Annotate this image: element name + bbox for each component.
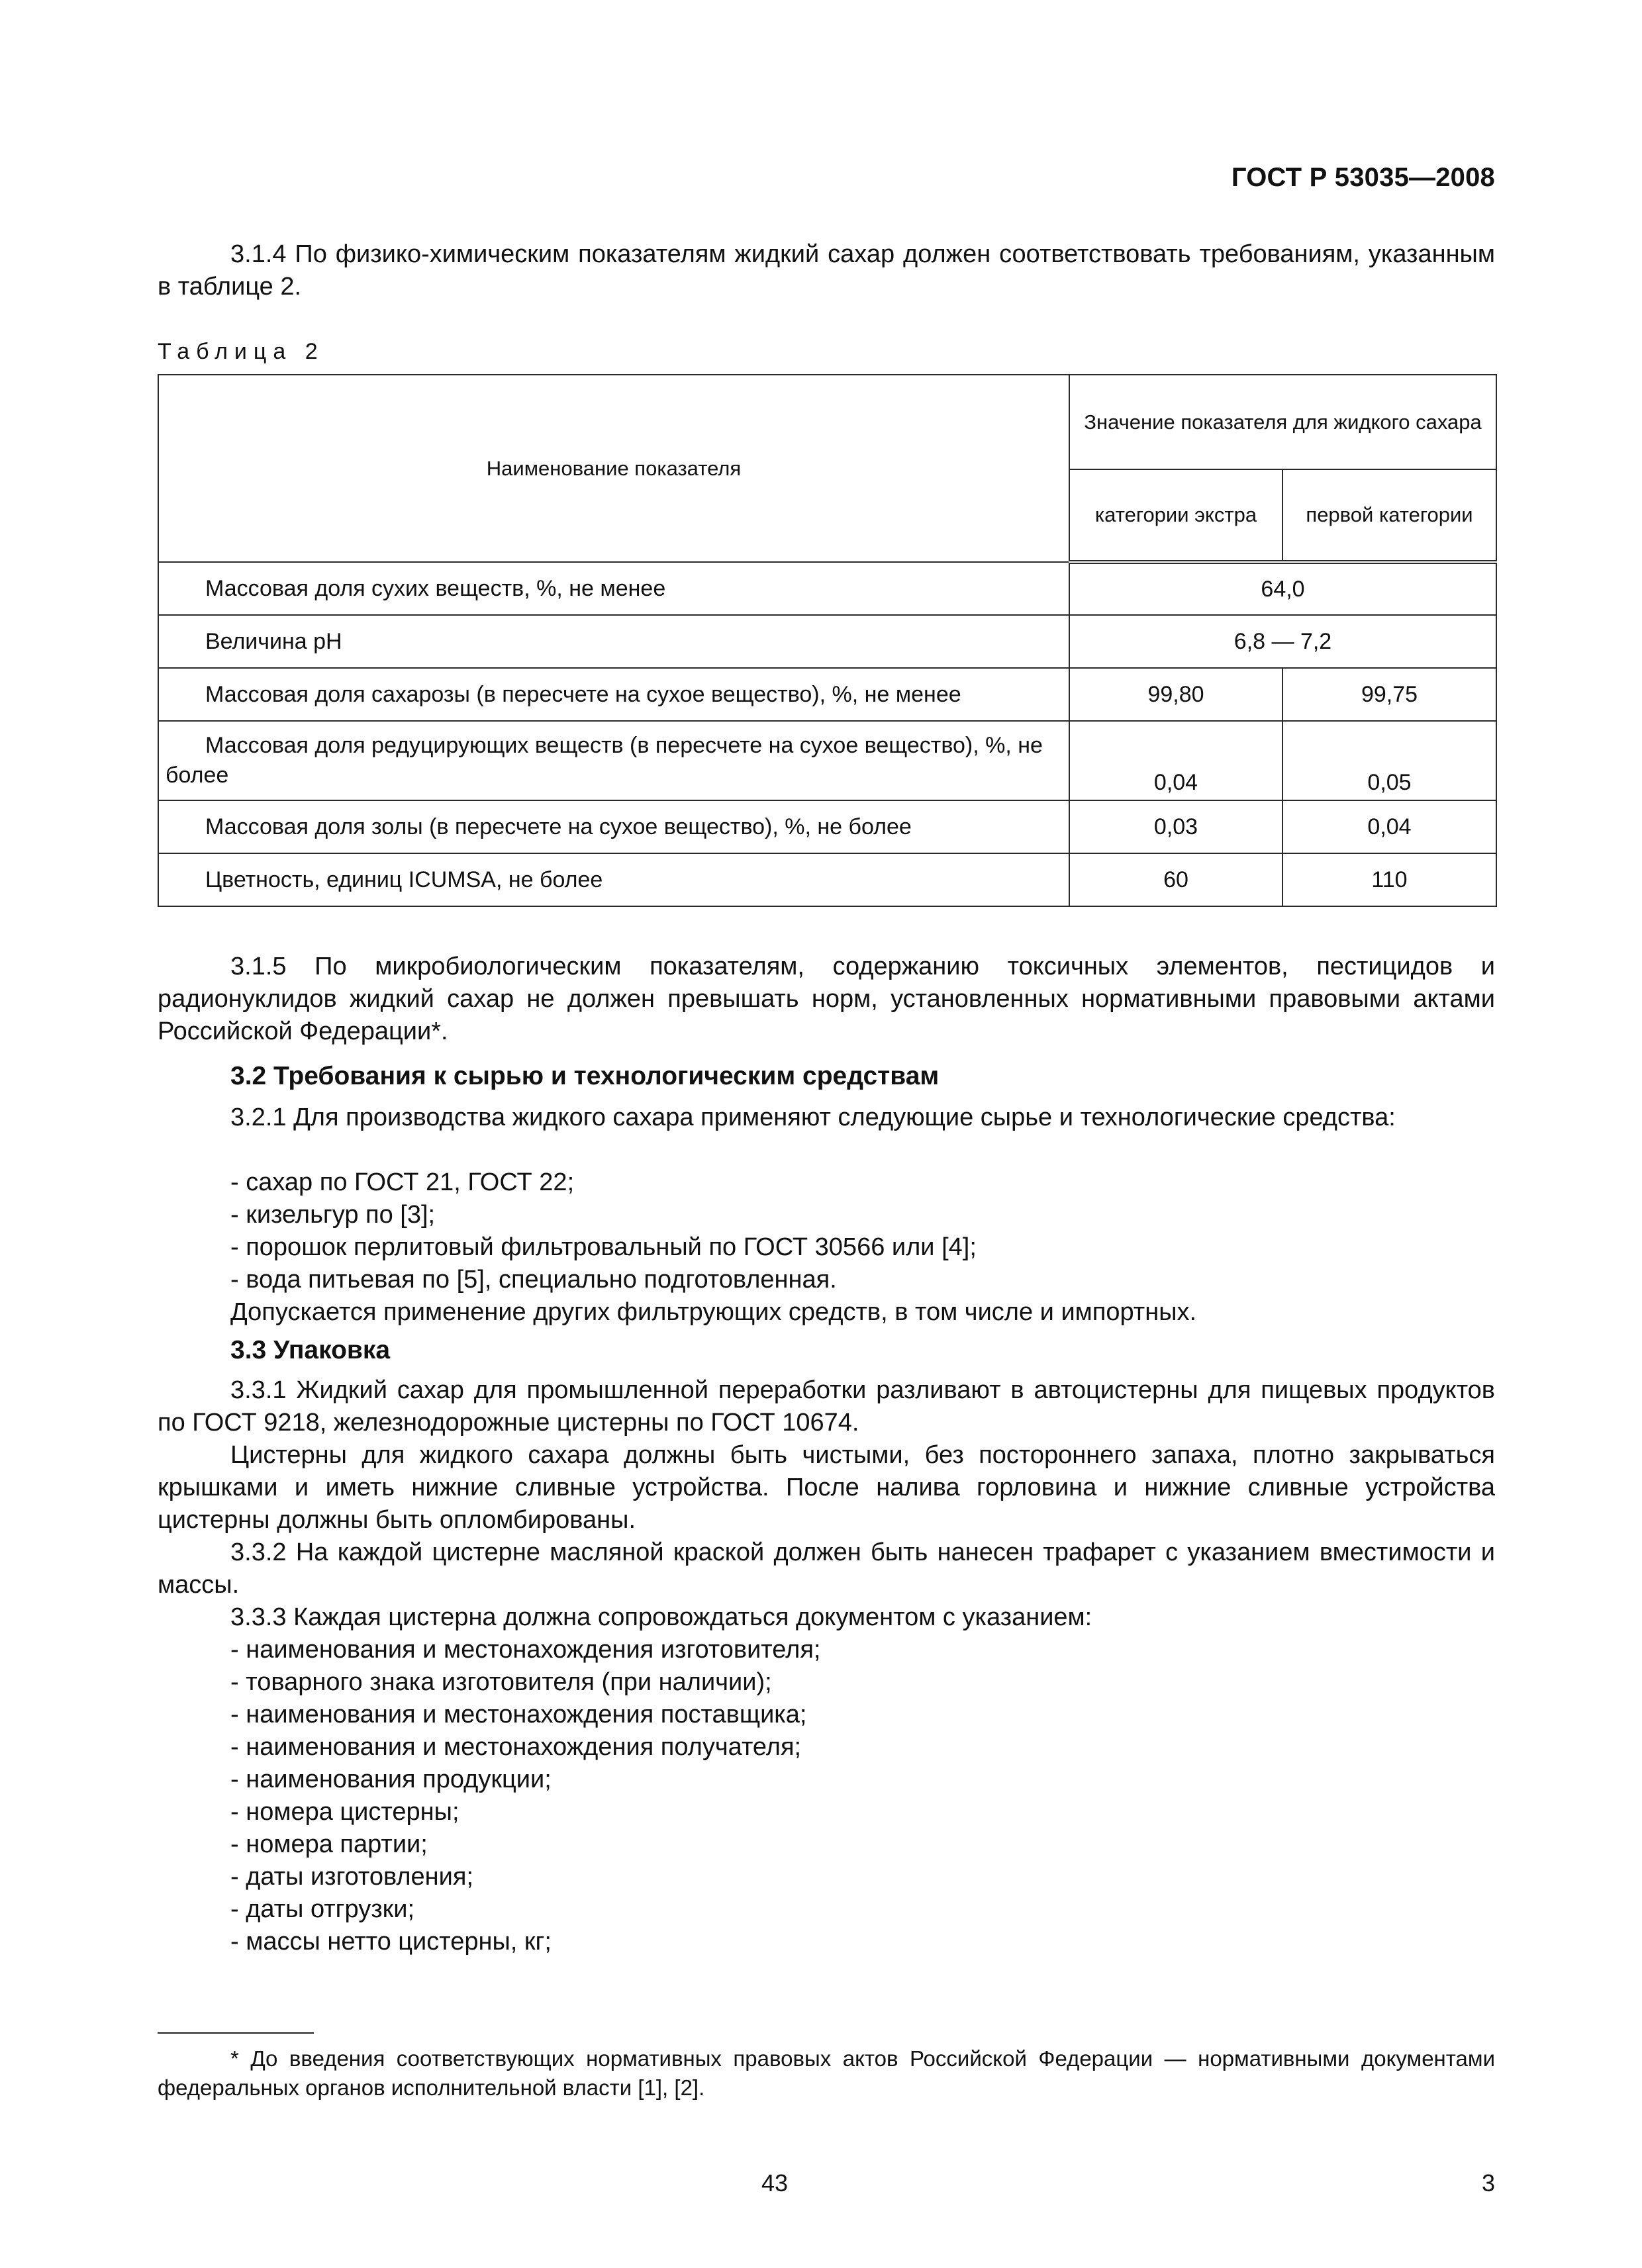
row-value-extra: 0,03 bbox=[1069, 800, 1282, 853]
row-value-first: 0,04 bbox=[1282, 800, 1496, 853]
table-row bbox=[158, 562, 1496, 615]
column-header-value-group: Значение показателя для жидкого сахара bbox=[1069, 375, 1496, 469]
list-item: - номера цистерны; bbox=[230, 1798, 459, 1826]
list-item: - наименования продукции; bbox=[230, 1766, 552, 1793]
paragraph-3-2-1: 3.2.1 Для производства жидкого сахара применяют следующие сырье и технологические средства: bbox=[230, 1104, 1396, 1131]
footnote: * До введения соответствующих нормативных правовых актов Российской Федерации — нормативными документами федеральных органов исполнительной власти [1], [2]. bbox=[158, 2046, 1495, 2100]
row-value: 64,0 bbox=[1069, 562, 1496, 615]
list-item: - наименования и местонахождения получателя; bbox=[230, 1733, 802, 1761]
section-heading-3-2: 3.2 Требования к сырью и технологическим средствам bbox=[230, 1062, 940, 1090]
column-header-name: Наименование показателя bbox=[158, 375, 1069, 562]
table-row bbox=[158, 800, 1496, 853]
row-value-extra: 99,80 bbox=[1069, 668, 1282, 721]
table-row bbox=[158, 721, 1496, 800]
column-header-first: первой категории bbox=[1282, 469, 1496, 562]
list-item: - даты изготовления; bbox=[230, 1863, 474, 1891]
table-caption: Таблица 2 bbox=[158, 339, 324, 364]
table-row bbox=[158, 853, 1496, 906]
paragraph-3-3-2: 3.3.2 На каждой цистерне масляной краской должен быть нанесен трафарет с указанием вместимости и массы. bbox=[158, 1538, 1495, 1599]
row-value-first: 110 bbox=[1282, 853, 1496, 906]
list-item: - порошок перлитовый фильтровальный по ГОСТ 30566 или [4]; bbox=[230, 1233, 977, 1261]
paragraph-filter-note: Допускается применение других фильтрующих средств, в том числе и импортных. bbox=[230, 1298, 1197, 1326]
footnote-divider bbox=[158, 2032, 314, 2034]
paragraph-3-1-5: 3.1.5 По микробиологическим показателям, содержанию токсичных элементов, пестицидов и радионуклидов жидкий сахар не должен превышать норм, установленных нормативными правовыми актами Российской Федерации*. bbox=[158, 953, 1495, 1045]
row-value-extra: 60 bbox=[1069, 853, 1282, 906]
list-item: - массы нетто цистерны, кг; bbox=[230, 1928, 552, 1956]
section-heading-3-3: 3.3 Упаковка bbox=[230, 1336, 391, 1364]
row-name: Массовая доля золы (в пересчете на сухое вещество), %, не более bbox=[158, 800, 1069, 853]
list-item: - номера партии; bbox=[230, 1830, 428, 1858]
list-item: - товарного знака изготовителя (при наличии); bbox=[230, 1668, 772, 1696]
paragraph-tanks: Цистерны для жидкого сахара должны быть чистыми, без постороннего запаха, плотно закрываться крышками и иметь нижние сливные устройства. После налива горловина и нижние сливные устройства цистерны должны быть опломбированы. bbox=[158, 1441, 1495, 1534]
row-value-extra: 0,04 bbox=[1069, 721, 1282, 800]
table-row bbox=[158, 668, 1496, 721]
list-item: - сахар по ГОСТ 21, ГОСТ 22; bbox=[230, 1168, 575, 1196]
row-value: 6,8 — 7,2 bbox=[1069, 615, 1496, 668]
list-item: - даты отгрузки; bbox=[230, 1895, 415, 1923]
row-name: Массовая доля сахарозы (в пересчете на сухое вещество), %, не менее bbox=[158, 668, 1069, 721]
paragraph-3-3-3: 3.3.3 Каждая цистерна должна сопровождаться документом с указанием: bbox=[230, 1603, 1092, 1631]
row-name: Величина pH bbox=[158, 615, 1069, 668]
column-header-extra: категории экстра bbox=[1069, 469, 1282, 562]
list-item: - наименования и местонахождения поставщика; bbox=[230, 1701, 807, 1728]
row-value-first: 99,75 bbox=[1282, 668, 1496, 721]
row-value-first: 0,05 bbox=[1282, 721, 1496, 800]
page-number-center: 43 bbox=[761, 2169, 789, 2197]
requirements-table bbox=[158, 374, 1497, 907]
row-name: Массовая доля редуцирующих веществ (в пересчете на сухое вещество), %, не более bbox=[158, 721, 1069, 800]
row-name: Массовая доля сухих веществ, %, не менее bbox=[158, 562, 1069, 615]
table-row bbox=[158, 615, 1496, 668]
page-number-right: 3 bbox=[1481, 2169, 1495, 2197]
document-requirements-list bbox=[230, 1634, 820, 1958]
paragraph-3-3-1: 3.3.1 Жидкий сахар для промышленной переработки разливают в автоцистерны для пищевых продуктов по ГОСТ 9218, железнодорожные цистерны по ГОСТ 10674. bbox=[158, 1376, 1495, 1437]
list-item: - вода питьевая по [5], специально подготовленная. bbox=[230, 1266, 837, 1294]
list-item: - кизельгур по [3]; bbox=[230, 1201, 436, 1229]
paragraph-3-1-4: 3.1.4 По физико-химическим показателям жидкий сахар должен соответствовать требованиям, указанным в таблице 2. bbox=[158, 240, 1495, 301]
raw-materials-list bbox=[230, 1166, 977, 1296]
row-name: Цветность, единиц ICUMSA, не более bbox=[158, 853, 1069, 906]
list-item: - наименования и местонахождения изготовителя; bbox=[230, 1636, 821, 1664]
standard-code-header: ГОСТ Р 53035—2008 bbox=[1231, 163, 1495, 192]
